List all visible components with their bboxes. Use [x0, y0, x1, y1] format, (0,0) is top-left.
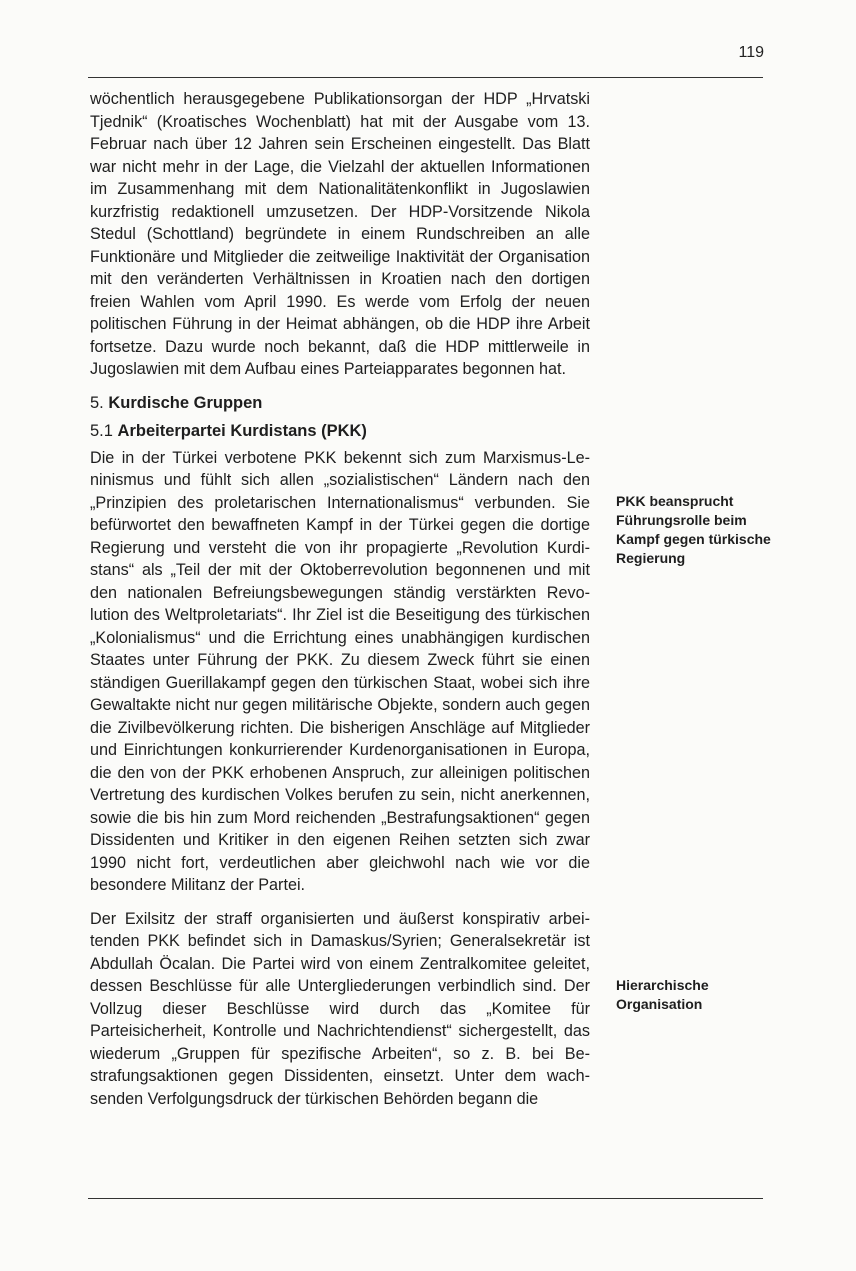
paragraph-pkk-organisation: Der Exilsitz der straff organisierten und äußerst konspirativ arbeitenden PKK befindet sich in Damaskus/Syrien; Generalsekretär ist Abdullah Öcalan. Die Partei wird von einem Zentralkomitee geleitet, dessen Beschlüsse für alle Untergliederungen verbindlich sind. Der Vollzug dieser Beschlüsse wird durch das „Komitee für Parteisicherheit, Kontrolle und Nachrichtendienst“ sichergestellt, das wiederum „Gruppen für spezifische Arbeiten“, so z. B. bei Bestrafungsaktionen gegen Dissidenten, einsetzt. Unter dem wachsenden Verfolgungsdruck der türkischen Behörden begann die — [90, 909, 590, 1108]
subsection-number: 5.1 — [90, 422, 113, 440]
section-number: 5. — [90, 393, 104, 412]
header-rule — [88, 77, 763, 78]
main-column — [90, 88, 590, 1121]
section-title: Kurdische Gruppen — [108, 393, 263, 412]
page-number: 119 — [738, 44, 764, 61]
margin-note-hierarchy: Hierarchische Organisation — [616, 977, 709, 1012]
section-heading-5 — [90, 392, 590, 415]
paragraph-pkk-ideology: Die in der Türkei verbotene PKK bekennt sich zum Marxismus-Leninismus und fühlt sich allen „sozialistischen“ Ländern nach den „Prinzipien des proletarischen Internationalismus“ verbunden. Sie befürwortet den bewaffneten Kampf in der Türkei gegen die dortige Regierung und versteht die von ihr propagierte „Revolution Kurdistans“ als „Teil der mit der Oktoberrevolution begonnenen und mit den nationalen Befreiungsbewegungen ständig verstärkten Revolution des Weltproletariats“. Ihr Ziel ist die Beseitigung des türkischen „Kolonialismus“ und die Errichtung eines unabhängigen kurdischen Staates unter Führung der PKK. Zu diesem Zweck führt sie einen ständigen Guerillakampf gegen den türkischen Staat, wobei sich ihre Gewaltakte nicht nur gegen militärische Objekte, sondern auch gegen die Zivilbevölkerung richten. Die bisherigen Anschläge auf Mitglieder und Einrichtungen konkurrierender Kurdenorganisationen in Europa, die den von der PKK erhobenen Anspruch, zur alleinigen politischen Vertretung des kurdischen Volkes berufen zu sein, nicht anerkennen, sowie die bis hin zum Mord reichenden „Bestrafungsaktionen“ gegen Dissidenten und Kritiker in den eigenen Reihen setzten sich zwar 1990 nicht fort, verdeutlichen aber gleichwohl nach wie vor die besondere Militanz der Partei. — [90, 448, 590, 894]
paragraph-hdp: wöchentlich herausgegebene Publikationsorgan der HDP „Hrvatski Tjednik“ (Kroatisches Wochenblatt) hat mit der Ausgabe vom 13. Februar nach über 12 Jahren sein Erscheinen eingestellt. Das Blatt war nicht mehr in der Lage, die Vielzahl der aktuellen Informationen im Zusammenhang mit dem Nationalitätenkonflikt in Jugoslawien kurzfristig redaktionell umzusetzen. Der HDP-Vorsitzende Nikola Stedul (Schottland) begründete in einem Rundschreiben an alle Funktionäre und Mitglieder die zeitweilige Inaktivität der Organisation mit den veränderten Verhältnissen in Kroatien nach den dortigen freien Wahlen vom April 1990. Es werde vom Erfolg der neuen politischen Führung in der Heimat abhängen, ob die HDP ihre Arbeit fortsetze. Dazu wurde noch bekannt, daß die HDP mittlerweile in Jugoslawien mit dem Aufbau eines Parteiapparates begonnen hat. — [90, 90, 590, 378]
footer-rule — [88, 1198, 763, 1199]
subsection-title: Arbeiterpartei Kurdistans (PKK) — [117, 422, 367, 440]
subsection-heading-5-1 — [90, 420, 590, 443]
margin-note-leadership: PKK beansprucht Führungsrolle beim Kampf gegen türkische Regierung — [616, 493, 771, 566]
